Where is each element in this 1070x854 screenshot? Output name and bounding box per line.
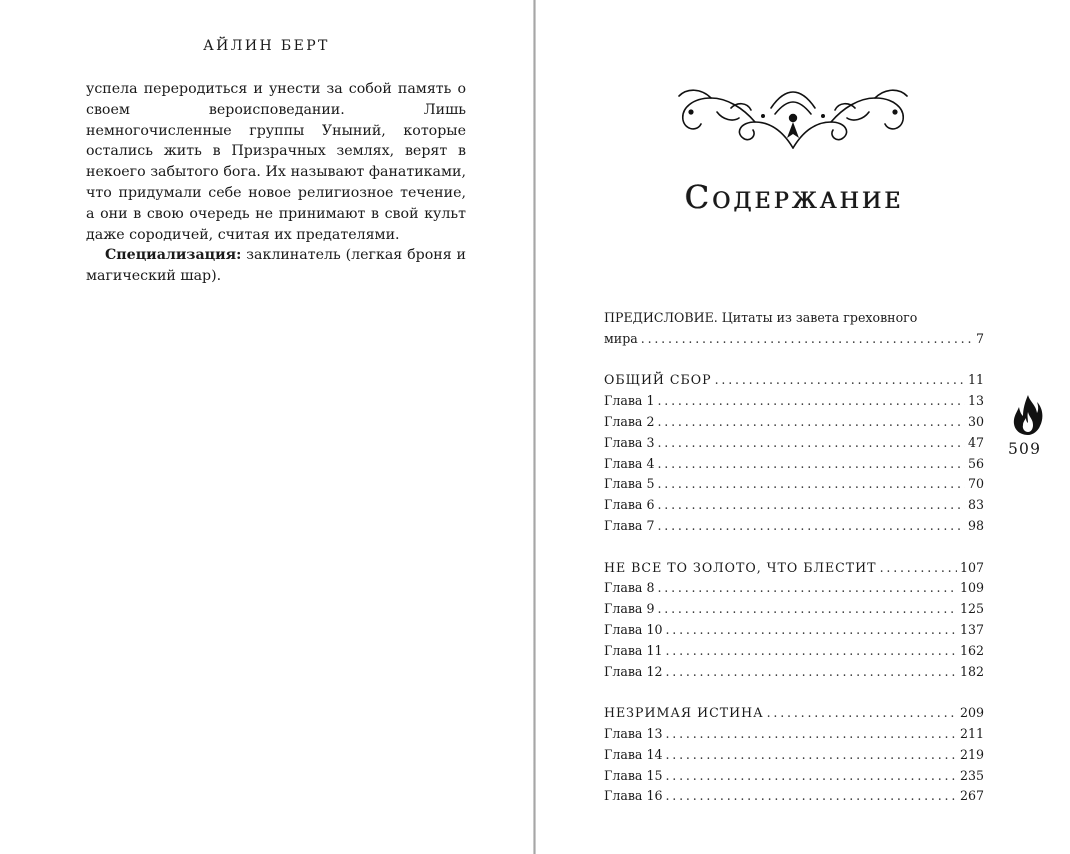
specialization-paragraph [86, 245, 466, 287]
toc-leader [665, 786, 956, 807]
toc-entry[interactable] [604, 745, 984, 766]
toc-page: 209 [959, 705, 984, 721]
toc-leader [657, 495, 965, 516]
toc-label: Глава 5 [604, 476, 655, 492]
toc-leader [657, 578, 956, 599]
toc-entry-preface[interactable] [604, 329, 984, 350]
toc-entry[interactable] [604, 620, 984, 641]
toc-page: 107 [959, 559, 984, 575]
toc-leader [665, 745, 956, 766]
toc-leader [657, 474, 965, 495]
toc-page: 109 [959, 580, 984, 596]
toc-entry[interactable] [604, 474, 984, 495]
toc-preface-line[interactable]: ПРЕДИСЛОВИЕ. Цитаты из завета греховного [604, 310, 918, 325]
specialization-label: Специализация: [105, 247, 242, 264]
toc-label: Глава 10 [604, 621, 663, 637]
toc-page: 47 [967, 434, 984, 450]
toc-entry[interactable] [604, 578, 984, 599]
toc-page: 125 [959, 601, 984, 617]
toc-label: Глава 13 [604, 725, 663, 741]
toc-label: Глава 11 [604, 642, 663, 658]
ornament-icon [671, 78, 915, 156]
toc-entry[interactable] [604, 662, 984, 683]
toc-entry[interactable] [604, 766, 984, 787]
toc-page: 11 [967, 372, 984, 388]
specialization-text: заклинатель (легкая броня и магический шар). [86, 247, 466, 285]
toc-leader [657, 412, 965, 433]
toc-leader [657, 599, 956, 620]
toc-leader [665, 662, 956, 683]
flame-icon [1012, 394, 1044, 436]
toc-entry[interactable] [604, 412, 984, 433]
paragraph: успела переродиться и унести за собой память о своем вероисповедании. Лишь немногочисленные группы Уныний, которые остались жить в Призрачных землях, верят в некоего забытого бога. Их называют фанатиками, что придумали себе новое религиозное течение, а они в свою очередь не принимают в свой культ даже сородичей, считая их предателями. [86, 81, 466, 243]
toc-entry[interactable] [604, 391, 984, 412]
toc-page: 70 [967, 476, 984, 492]
toc-label: Глава 4 [604, 455, 655, 471]
toc-label: Глава 14 [604, 746, 663, 762]
toc-entry[interactable] [604, 724, 984, 745]
toc-page: 182 [959, 663, 984, 679]
toc-page: 30 [967, 413, 984, 429]
toc-page: 83 [967, 497, 984, 513]
toc-leader [665, 620, 956, 641]
toc-leader [657, 454, 965, 475]
toc-label: Глава 9 [604, 601, 655, 617]
toc-leader [665, 766, 956, 787]
toc-label: Глава 6 [604, 497, 655, 513]
toc-entry[interactable] [604, 599, 984, 620]
body-text [86, 79, 466, 287]
toc-label: Глава 3 [604, 434, 655, 450]
toc-label: Глава 7 [604, 517, 655, 533]
toc-label: Глава 8 [604, 580, 655, 596]
book-gutter [533, 0, 536, 854]
toc-part-3[interactable] [604, 703, 984, 724]
toc-entry[interactable] [604, 516, 984, 537]
toc-leader [665, 641, 956, 662]
toc-entry[interactable] [604, 454, 984, 475]
toc-leader [715, 370, 965, 391]
toc-page: 267 [959, 788, 984, 804]
toc-label: Глава 16 [604, 788, 663, 804]
toc-page: 235 [959, 767, 984, 783]
toc-entry[interactable] [604, 433, 984, 454]
toc-page: 137 [959, 621, 984, 637]
toc-label: Глава 15 [604, 767, 663, 783]
toc-label: Глава 2 [604, 413, 655, 429]
toc-leader [880, 558, 957, 579]
toc-label: ОБЩИЙ СБОР [604, 372, 712, 388]
toc-part-1[interactable] [604, 370, 984, 391]
page-number: 509 [1008, 440, 1042, 458]
toc-leader [657, 433, 965, 454]
toc-label: НЕЗРИМАЯ ИСТИНА [604, 705, 764, 721]
toc-entry[interactable] [604, 641, 984, 662]
toc-leader [641, 329, 973, 350]
toc-part-2[interactable] [604, 558, 984, 579]
table-of-contents [604, 308, 984, 807]
running-head: АЙЛИН БЕРТ [203, 38, 330, 54]
toc-page: 211 [959, 725, 984, 741]
toc-leader [665, 724, 956, 745]
toc-leader [657, 516, 965, 537]
toc-label: Глава 12 [604, 663, 663, 679]
toc-label: Глава 1 [604, 393, 655, 409]
toc-page: 162 [959, 642, 984, 658]
toc-title: Содержание [684, 178, 904, 216]
toc-page: 13 [967, 393, 984, 409]
toc-label: мира [604, 330, 638, 346]
toc-page: 219 [959, 746, 984, 762]
toc-page: 7 [975, 330, 984, 346]
toc-entry[interactable] [604, 495, 984, 516]
toc-entry[interactable] [604, 786, 984, 807]
toc-page: 56 [967, 455, 984, 471]
toc-leader [657, 391, 965, 412]
toc-page: 98 [967, 517, 984, 533]
toc-leader [767, 703, 957, 724]
toc-label: НЕ ВСЕ ТО ЗОЛОТО, ЧТО БЛЕСТИТ [604, 559, 877, 575]
